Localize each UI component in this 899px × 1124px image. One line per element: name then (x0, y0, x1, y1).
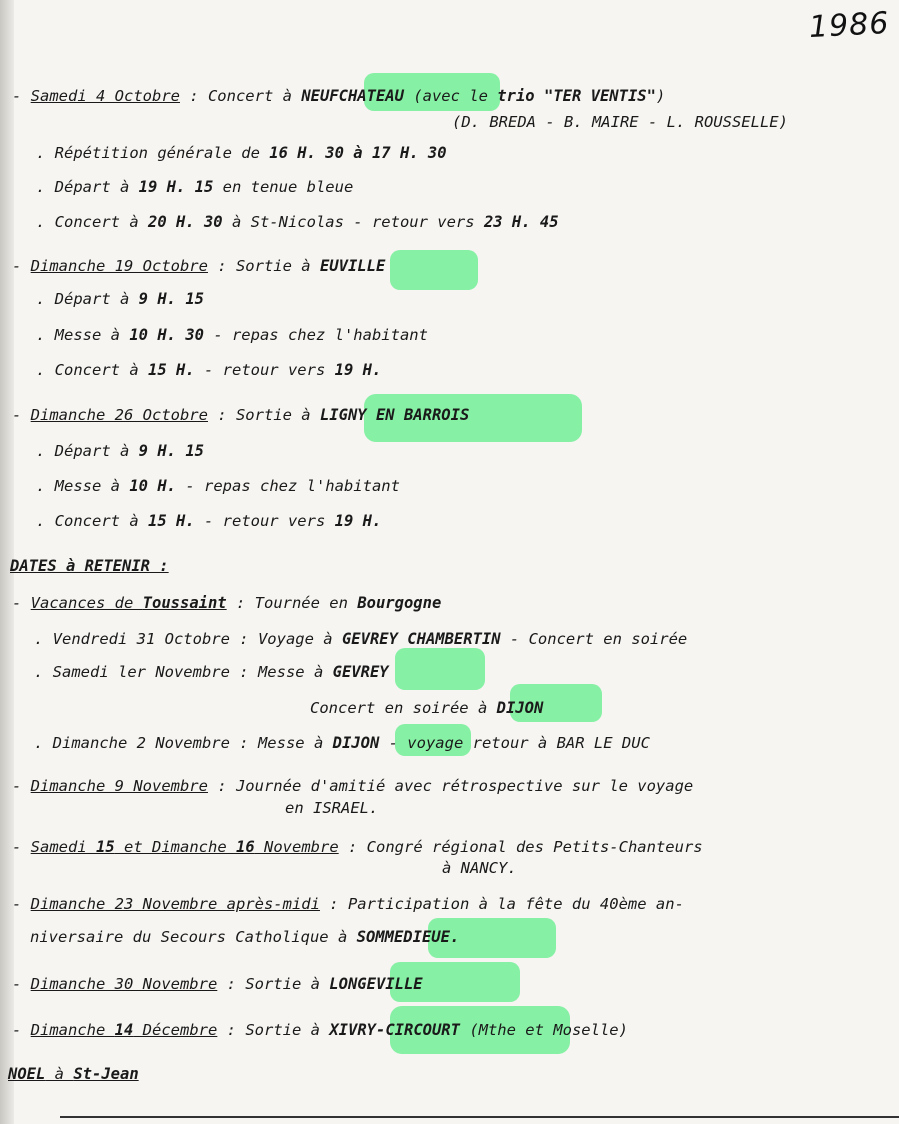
nov15-line-2: à NANCY. (442, 859, 517, 877)
highlight-mark (395, 648, 485, 690)
event-3-place: LIGNY EN BARROIS (319, 406, 470, 424)
event-2-item: . Messe à 10 H. 30 - repas chez l'habitant (36, 326, 428, 344)
dec14-line: - Dimanche 14 Décembre : Sortie à XIVRY-CIRCOURT (Mthe et Moselle) (12, 1021, 628, 1039)
toussaint-item: . Samedi ler Novembre : Messe à GEVREY (34, 663, 389, 681)
event-1-line: - Samedi 4 Octobre : Concert à NEUFCHATEAU (avec le trio "TER VENTIS") (12, 87, 666, 105)
event-2-line: - Dimanche 19 Octobre : Sortie à EUVILLE (12, 257, 386, 275)
event-1-item: . Répétition générale de 16 H. 30 à 17 H. 30 (36, 144, 447, 162)
toussaint-line: - Vacances de Toussaint : Tournée en Bourgogne (12, 594, 442, 612)
event-3-line: - Dimanche 26 Octobre : Sortie à LIGNY EN BARROIS (12, 406, 470, 424)
event-2-place: EUVILLE (319, 257, 386, 275)
event-1-names: (D. BREDA - B. MAIRE - L. ROUSSELLE) (452, 113, 788, 131)
section-title: DATES à RETENIR : (10, 557, 169, 575)
bottom-rule (60, 1116, 899, 1118)
nov30-line: - Dimanche 30 Novembre : Sortie à LONGEVILLE (12, 975, 423, 993)
nov23-line: - Dimanche 23 Novembre après-midi : Participation à la fête du 40ème an- (12, 895, 684, 913)
noel-line: NOEL à St-Jean (8, 1065, 139, 1083)
event-3-item: . Départ à 9 H. 15 (36, 442, 204, 460)
event-1-item: . Départ à 19 H. 15 en tenue bleue (36, 178, 354, 196)
toussaint-item: Concert en soirée à DIJON (310, 699, 544, 717)
event-1-item: . Concert à 20 H. 30 à St-Nicolas - retour vers 23 H. 45 (36, 213, 559, 231)
event-2-item: . Concert à 15 H. - retour vers 19 H. (36, 361, 382, 379)
event-3-item: . Concert à 15 H. - retour vers 19 H. (36, 512, 382, 530)
nov23-line-2: niversaire du Secours Catholique à SOMMEDIEUE. (30, 928, 460, 946)
nov9-line: - Dimanche 9 Novembre : Journée d'amitié avec rétrospective sur le voyage (12, 777, 694, 795)
event-3-date: Dimanche 26 Octobre (30, 406, 208, 424)
nov9-line-2: en ISRAEL. (285, 799, 379, 817)
toussaint-item: . Vendredi 31 Octobre : Voyage à GEVREY CHAMBERTIN - Concert en soirée (34, 630, 688, 648)
event-1-place: NEUFCHATEAU (301, 87, 404, 105)
highlight-mark (390, 250, 478, 290)
event-2-item: . Départ à 9 H. 15 (36, 290, 204, 308)
toussaint-item: . Dimanche 2 Novembre : Messe à DIJON - voyage retour à BAR LE DUC (34, 734, 650, 752)
event-2-date: Dimanche 19 Octobre (30, 257, 208, 275)
nov15-line: - Samedi 15 et Dimanche 16 Novembre : Congré régional des Petits-Chanteurs (12, 838, 703, 856)
handwritten-year: 1986 (807, 5, 890, 46)
event-3-item: . Messe à 10 H. - repas chez l'habitant (36, 477, 400, 495)
event-1-date: Samedi 4 Octobre (30, 87, 180, 105)
